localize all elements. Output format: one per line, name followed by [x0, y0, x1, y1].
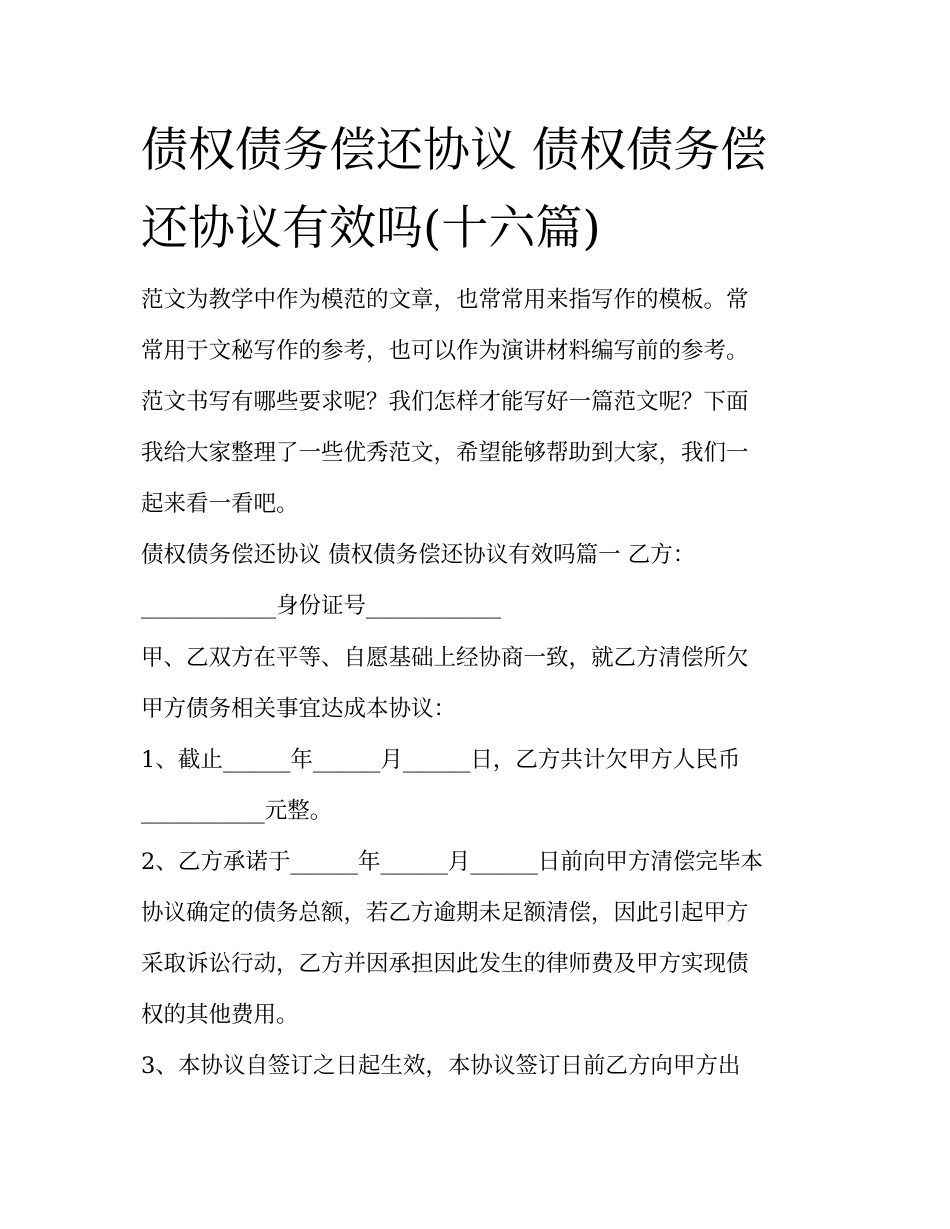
title-line-1: 债权债务偿还协议 债权债务偿 — [141, 123, 767, 178]
intro-line-4: 我给大家整理了一些优秀范文，希望能够帮助到大家，我们一 — [141, 440, 749, 466]
clause-3-line-1: 3、本协议自签订之日起生效，本协议签订日前乙方向甲方出 — [141, 1053, 741, 1079]
intro-line-5: 起来看一看吧。 — [141, 491, 299, 517]
clause-2-line-4: 权的其他费用。 — [141, 1002, 299, 1028]
clause-2-line-2: 协议确定的债务总额，若乙方逾期未足额清偿，因此引起甲方 — [141, 900, 749, 926]
clause-1-line-1: 1、截止______年______月______日，乙方共计欠甲方人民币 — [141, 747, 741, 773]
clause-2-line-3: 采取诉讼行动，乙方并因承担因此发生的律师费及甲方实现债 — [141, 951, 749, 977]
document-title — [141, 112, 821, 268]
agreement-preamble-line-1: 甲、乙双方在平等、自愿基础上经协商一致，就乙方清偿所欠 — [141, 645, 749, 671]
intro-line-1: 范文为教学中作为模范的文章，也常常用来指写作的模板。常 — [141, 287, 749, 313]
agreement-preamble-line-2: 甲方债务相关事宜达成本协议： — [141, 696, 457, 722]
intro-line-3: 范文书写有哪些要求呢？我们怎样才能写好一篇范文呢？下面 — [141, 389, 749, 415]
section-heading: 债权债务偿还协议 债权债务偿还协议有效吗篇一 乙方： — [141, 542, 696, 568]
clause-1-line-2: ___________元整。 — [141, 798, 333, 824]
title-line-2: 还协议有效吗(十六篇) — [141, 201, 601, 256]
intro-line-2: 常用于文秘写作的参考，也可以作为演讲材料编写前的参考。 — [141, 338, 749, 364]
id-number-line: ____________身份证号____________ — [141, 593, 502, 619]
clause-2-line-1: 2、乙方承诺于______年______月______日前向甲方清偿完毕本 — [141, 849, 763, 875]
